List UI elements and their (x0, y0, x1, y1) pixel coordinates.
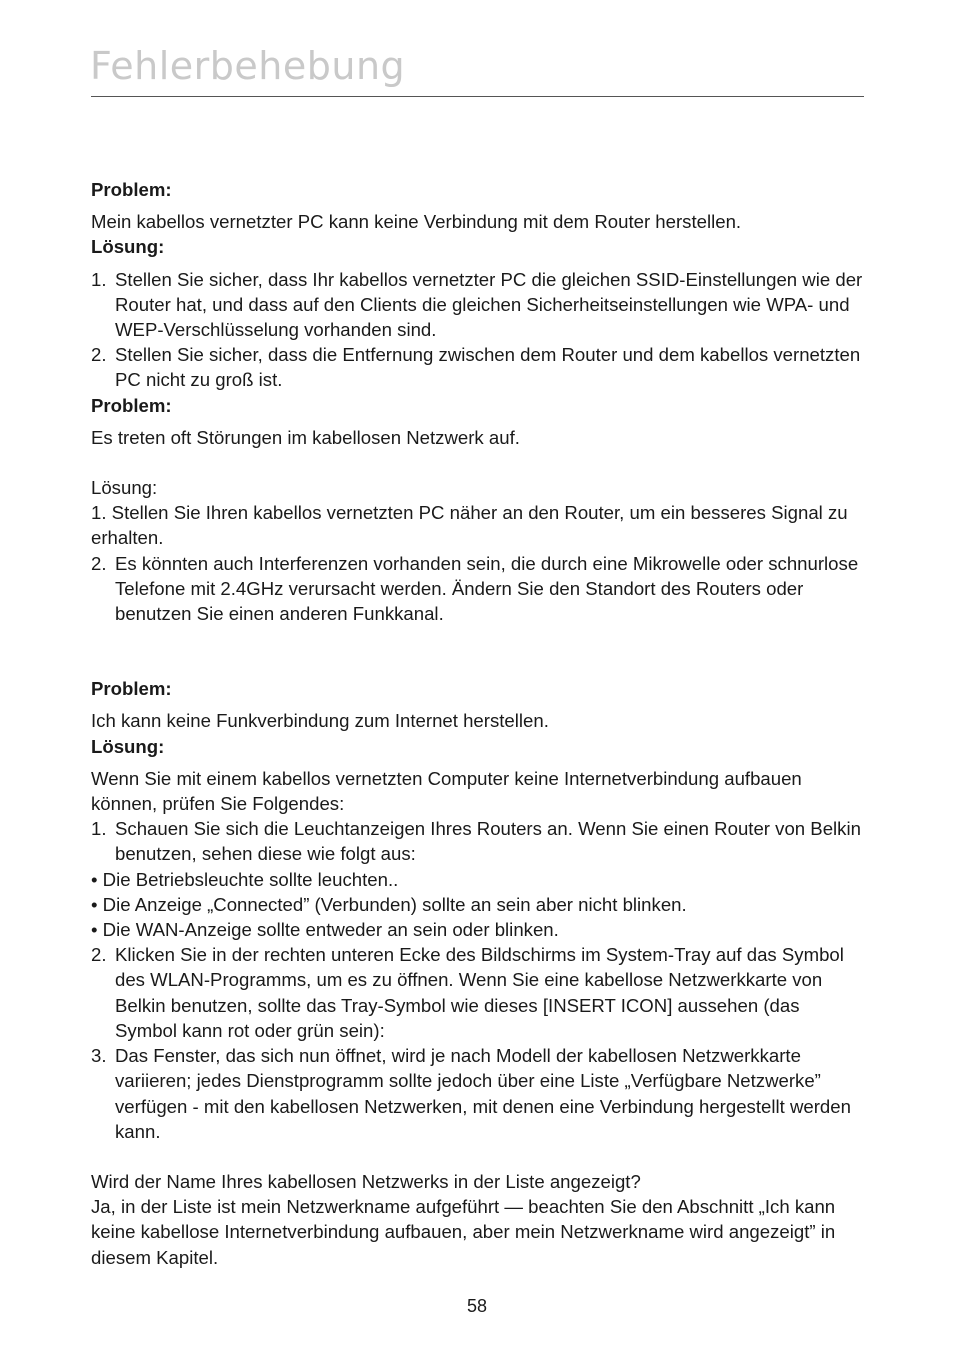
list-number: 2. (91, 944, 107, 966)
list-item (91, 342, 866, 392)
list-item-full: 1. Stellen Sie Ihren kabellos vernetzten PC näher an den Router, um ein besseres Signal zu erhalten. (91, 502, 848, 549)
bullet-item: • Die Anzeige „Connected” (Verbunden) sollte an sein aber nicht blinken. (91, 893, 687, 915)
list-text: Stellen Sie sicher, dass die Entfernung zwischen dem Router und dem kabellos vernetzten PC nicht zu groß ist. (115, 344, 861, 391)
problem-text: Ich kann keine Funkverbindung zum Internet herstellen. (91, 710, 549, 732)
list-item (91, 942, 866, 1043)
list-number: 3. (91, 1045, 107, 1067)
solution-heading: Lösung: (91, 735, 165, 757)
problem-text: Es treten oft Störungen im kabellosen Netzwerk auf. (91, 426, 520, 448)
list-text: Schauen Sie sich die Leuchtanzeigen Ihres Routers an. Wenn Sie einen Router von Belkin benutzen, sehen diese wie folgt aus: (115, 818, 861, 865)
document-body (91, 177, 866, 1270)
list-text: Es könnten auch Interferenzen vorhanden sein, die durch eine Mikrowelle oder schnurlose Telefone mit 2.4GHz verursacht werden. Ändern Sie den Standort des Routers oder benutzen Sie einen anderen Funkkanal. (115, 552, 859, 625)
page-title: Fehlerbehebung (90, 44, 406, 88)
list-text: Das Fenster, das sich nun öffnet, wird je nach Modell der kabellosen Netzwerkkarte variieren; jedes Dienstprogramm sollte jedoch über eine Liste „Verfügbare Netzwerke” verfügen - mit den kabellosen Netzwerken, mit denen eine Verbindung hergestellt werden kann. (115, 1045, 851, 1142)
list-item (91, 267, 866, 343)
solution-heading: Lösung: (91, 236, 165, 258)
list-item (91, 1043, 866, 1144)
list-number: 2. (91, 552, 107, 574)
problem-heading: Problem: (91, 678, 172, 700)
title-divider (91, 96, 864, 97)
list-item (91, 551, 866, 627)
problem-heading: Problem: (91, 394, 172, 416)
solution-heading: Lösung: (91, 477, 158, 499)
list-number: 1. (91, 818, 107, 840)
answer-text: Ja, in der Liste ist mein Netzwerkname aufgeführt — beachten Sie den Abschnitt „Ich kann keine kabellose Internetverbindung aufbauen, aber mein Netzwerkname wird angezeigt” in diesem Kapitel. (91, 1196, 836, 1268)
list-number: 1. (91, 268, 107, 290)
question-text: Wird der Name Ihres kabellosen Netzwerks in der Liste angezeigt? (91, 1170, 641, 1192)
list-item (91, 816, 866, 866)
bullet-item: • Die Betriebsleuchte sollte leuchten.. (91, 868, 399, 890)
page-number: 58 (466, 1296, 488, 1316)
list-text: Klicken Sie in der rechten unteren Ecke des Bildschirms im System-Tray auf das Symbol des WLAN-Programms, um es zu öffnen. Wenn Sie eine kabellose Netzwerkkarte von Belkin benutzen, sollte das Tray-Symbol wie dieses [INSERT ICON] aussehen (das Symbol kann rot oder grün sein): (115, 944, 844, 1041)
list-text: Stellen Sie sicher, dass Ihr kabellos vernetzter PC die gleichen SSID-Einstellungen wie der Router hat, und dass auf den Clients die gleichen Sicherheitseinstellungen wie WPA- und WEP-Verschlüsselung vorhanden sind. (115, 268, 863, 341)
problem-heading: Problem: (91, 179, 172, 200)
solution-intro: Wenn Sie mit einem kabellos vernetzten Computer keine Internetverbindung aufbauen können, prüfen Sie Folgendes: (91, 767, 802, 815)
bullet-item: • Die WAN-Anzeige sollte entweder an sein oder blinken. (91, 919, 559, 941)
list-number: 2. (91, 344, 107, 366)
problem-text: Mein kabellos vernetzter PC kann keine Verbindung mit dem Router herstellen. (91, 211, 742, 233)
